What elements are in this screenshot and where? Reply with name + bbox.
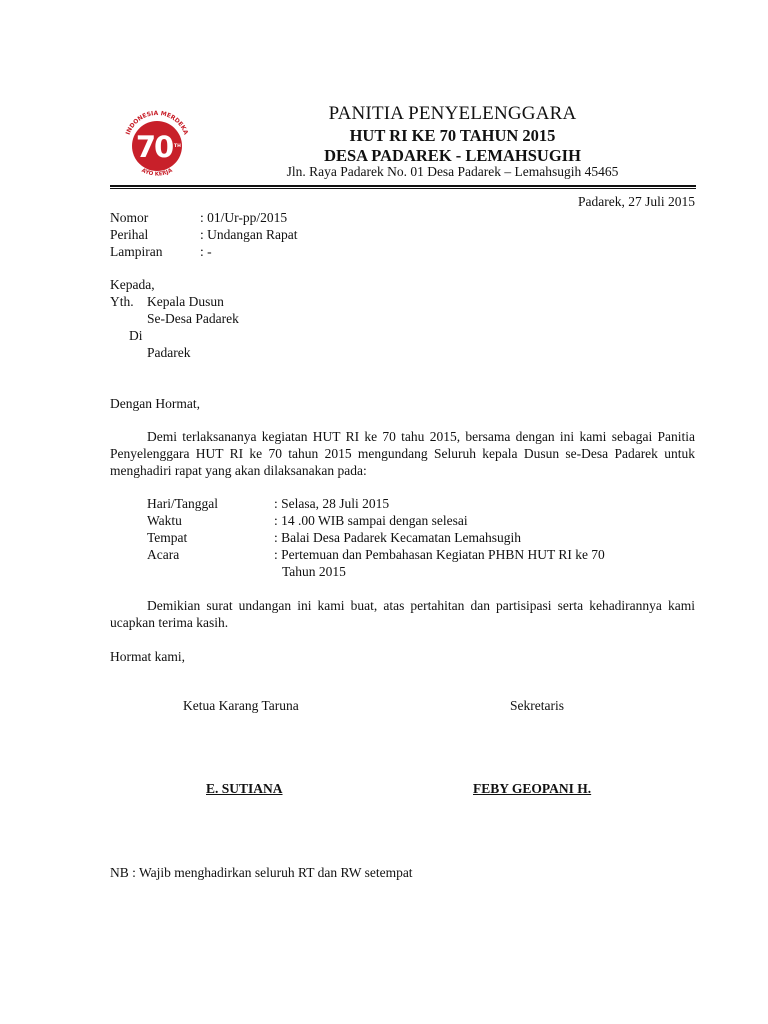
signatory-right-title: Sekretaris: [510, 698, 564, 713]
svg-text:AYO KERJA: AYO KERJA: [140, 167, 174, 178]
meta-value-lampiran: : -: [200, 244, 212, 259]
regards: Hormat kami,: [110, 649, 185, 664]
detail-value-waktu: : 14 .00 WIB sampai dengan selesai: [274, 513, 468, 528]
detail-label-tempat: Tempat: [147, 530, 188, 545]
recipient-kepada: Kepada,: [110, 277, 155, 292]
logo-number: 70: [135, 130, 173, 164]
footnote: NB : Wajib menghadirkan seluruh RT dan RW setempat: [110, 865, 413, 880]
letter-date: Padarek, 27 Juli 2015: [578, 194, 695, 209]
meta-label-lampiran: Lampiran: [110, 244, 163, 259]
hut-ri-70-logo: [117, 104, 197, 184]
greeting: Dengan Hormat,: [110, 396, 200, 411]
signatory-left-title: Ketua Karang Taruna: [183, 698, 299, 713]
meta-value-nomor: : 01/Ur-pp/2015: [200, 210, 288, 225]
detail-label-acara: Acara: [147, 547, 180, 562]
org-line-3: DESA PADAREK - LEMAHSUGIH: [324, 146, 581, 165]
org-address: Jln. Raya Padarek No. 01 Desa Padarek – Lemahsugih 45465: [286, 164, 619, 179]
signatory-left-name: E. SUTIANA: [206, 781, 283, 796]
recipient-line-2: Se-Desa Padarek: [147, 311, 239, 326]
detail-value-tempat: : Balai Desa Padarek Kecamatan Lemahsugih: [274, 530, 522, 545]
header-rule-thin: [110, 188, 696, 189]
logo-suffix: TH: [174, 144, 181, 149]
detail-value-acara: : Pertemuan dan Pembahasan Kegiatan PHBN HUT RI ke 70: [274, 547, 605, 562]
recipient-di: Di: [129, 328, 143, 343]
recipient-line-1: Kepala Dusun: [147, 294, 224, 309]
recipient-yth: Yth.: [110, 294, 134, 309]
detail-value-hari: : Selasa, 28 Juli 2015: [274, 496, 390, 511]
header-rule-thick: [110, 185, 696, 187]
signatory-right-name: FEBY GEOPANI H.: [473, 781, 592, 796]
closing-paragraph: Demikian surat undangan ini kami buat, atas pertahitan dan partisipasi serta kehadirannya kami ucapkan terima kasih.: [110, 598, 695, 630]
detail-label-hari: Hari/Tanggal: [147, 496, 219, 511]
org-line-1: PANITIA PENYELENGGARA: [328, 103, 577, 124]
meta-label-perihal: Perihal: [110, 227, 149, 242]
meta-value-perihal: : Undangan Rapat: [200, 227, 298, 242]
org-line-2: HUT RI KE 70 TAHUN 2015: [349, 126, 556, 145]
body-paragraph: Demi terlaksananya kegiatan HUT RI ke 70 tahu 2015, bersama dengan ini kami sebagai Panitia Penyelenggara HUT RI ke 70 tahun 2015 mengundang Seluruh kepala Dusun se-Desa Padarek untuk menghadiri rapat yang akan dilaksanakan pada:: [110, 429, 695, 478]
recipient-place: Padarek: [147, 345, 191, 360]
detail-value-acara-cont: Tahun 2015: [282, 564, 346, 579]
detail-label-waktu: Waktu: [147, 513, 182, 528]
svg-text:INDONESIA MERDEKA: INDONESIA MERDEKA: [124, 109, 190, 136]
meta-label-nomor: Nomor: [110, 210, 149, 225]
